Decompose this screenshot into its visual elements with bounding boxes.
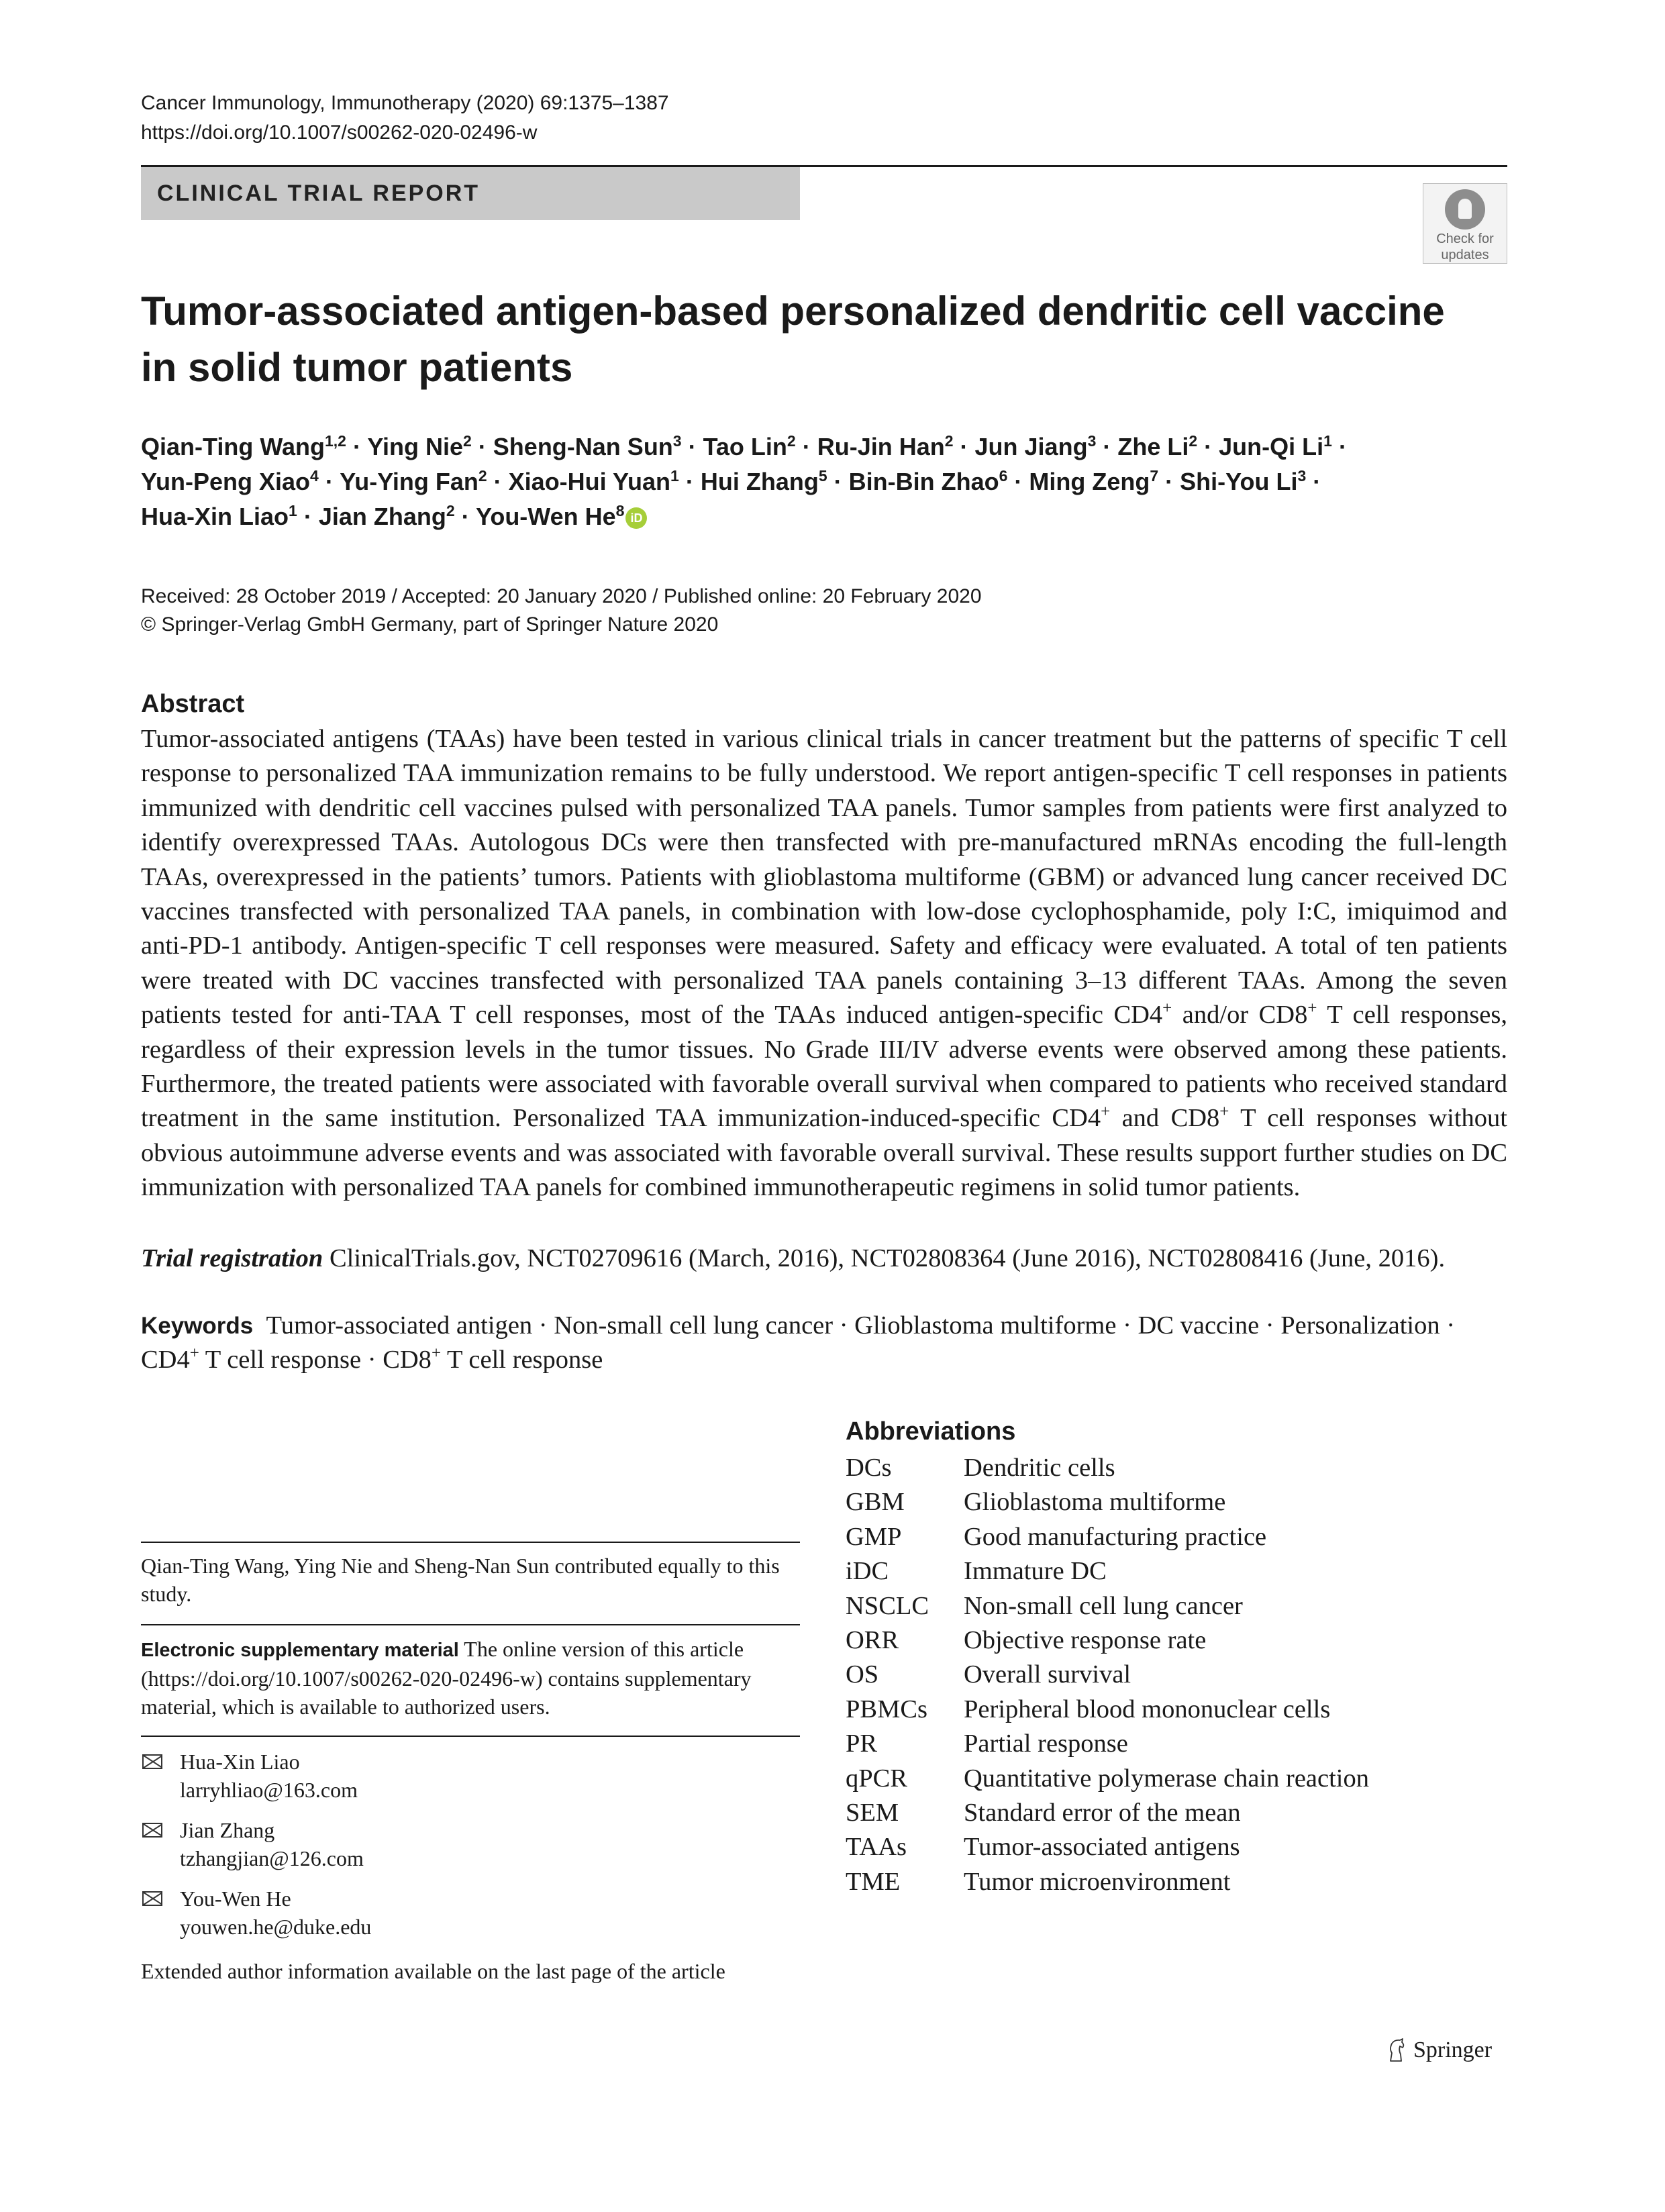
author-separator: · <box>471 433 493 460</box>
abbreviation-term: PBMCs <box>846 1695 927 1723</box>
keywords-text-3: T cell response <box>441 1346 603 1374</box>
author-name-text: Shi-You Li <box>1180 468 1298 495</box>
author-name-text: Zhe Li <box>1117 433 1189 460</box>
author-name <box>1029 468 1158 495</box>
author-name-text: Qian-Ting Wang <box>141 433 325 460</box>
author-name-text: Sheng-Nan Sun <box>493 433 673 460</box>
author-separator: · <box>487 468 509 495</box>
author-affiliation: 1 <box>670 467 679 485</box>
dates-line: Received: 28 October 2019 / Accepted: 20 January 2020 / Published online: 20 February 2020 <box>141 585 982 607</box>
check-updates-icon <box>1445 189 1485 230</box>
abbreviations-list <box>846 1451 1517 1899</box>
abbreviation-definition: Overall survival <box>964 1660 1131 1689</box>
superscript-plus: + <box>189 1344 199 1363</box>
copyright-line: © Springer-Verlag GmbH Germany, part of Springer Nature 2020 <box>141 613 719 636</box>
author-name-text: Jun-Qi Li <box>1219 433 1324 460</box>
contact-name: Hua-Xin Liao <box>180 1750 300 1774</box>
author-separator: · <box>454 503 476 530</box>
author-separator: · <box>795 433 817 460</box>
abbreviation-term: PR <box>846 1729 878 1758</box>
author-name-text: Jun Jiang <box>974 433 1088 460</box>
trial-registration <box>141 1242 1507 1276</box>
author-separator: · <box>1158 468 1180 495</box>
abbreviation-term: GBM <box>846 1488 905 1517</box>
corresponding-authors <box>141 1748 799 1953</box>
abbreviation-term: SEM <box>846 1799 899 1827</box>
abbreviation-definition: Objective response rate <box>964 1626 1207 1655</box>
abbreviation-definition: Dendritic cells <box>964 1454 1115 1482</box>
abbreviation-definition: Tumor-associated antigens <box>964 1833 1240 1862</box>
abbreviation-row <box>846 1554 1517 1589</box>
abbreviation-row <box>846 1693 1517 1727</box>
author-list <box>141 430 1507 534</box>
author-name <box>817 433 954 460</box>
abbreviation-term: NSCLC <box>846 1591 929 1620</box>
contact-email[interactable]: youwen.he@duke.edu <box>180 1915 372 1939</box>
author-separator: · <box>1007 468 1029 495</box>
author-separator: · <box>1096 433 1118 460</box>
check-updates-line2: updates <box>1441 248 1489 262</box>
contact-email[interactable]: larryhliao@163.com <box>180 1778 358 1802</box>
trial-registration-label: Trial registration <box>141 1244 323 1272</box>
abbreviation-row <box>846 1865 1517 1899</box>
author-affiliation: 2 <box>478 467 487 485</box>
abbreviations-heading: Abbreviations <box>846 1417 1016 1446</box>
author-name <box>701 468 827 495</box>
abbreviation-definition: Peripheral blood mononuclear cells <box>964 1695 1331 1723</box>
author-separator: · <box>827 468 849 495</box>
abstract-text-4: and CD8 <box>1110 1104 1220 1133</box>
author-separator: · <box>1197 433 1219 460</box>
superscript-plus: + <box>1101 1103 1111 1121</box>
superscript-plus: + <box>1162 999 1172 1018</box>
abbreviation-term: GMP <box>846 1522 902 1551</box>
esm-text-before: The online version of this article ( <box>141 1637 744 1691</box>
author-name-text: Tao Lin <box>703 433 787 460</box>
author-separator: · <box>318 468 340 495</box>
author-separator: · <box>346 433 368 460</box>
abbreviation-term: DCs <box>846 1454 892 1482</box>
abbreviation-term: TAAs <box>846 1833 907 1862</box>
author-affiliation: 2 <box>446 502 455 519</box>
abbreviation-row <box>846 1830 1517 1864</box>
author-affiliation: 2 <box>1189 432 1198 450</box>
author-name-text: Hui Zhang <box>700 468 819 495</box>
author-separator: · <box>953 433 975 460</box>
author-name <box>493 433 682 460</box>
author-separator: · <box>297 503 319 530</box>
abbreviation-definition: Non-small cell lung cancer <box>964 1591 1243 1620</box>
publisher-name: Springer <box>1413 2038 1493 2062</box>
abbreviation-definition: Immature DC <box>964 1557 1107 1586</box>
supplementary-material-note <box>141 1635 799 1721</box>
author-affiliation: 6 <box>999 467 1008 485</box>
abstract-body <box>141 722 1507 1205</box>
abbreviation-row <box>846 1485 1517 1519</box>
abstract-text-5: T cell responses without obvious autoimmune adverse events and was associated with favorable overall survival. These results support further studies on DC immunization with personalized TAA panels for combined immunotherapeutic regimens in solid tumor patients. <box>141 1104 1507 1202</box>
superscript-plus: + <box>1307 999 1317 1018</box>
esm-label: Electronic supplementary material <box>141 1640 459 1661</box>
doi-line[interactable]: https://doi.org/10.1007/s00262-020-02496-w <box>141 121 538 144</box>
author-name-text: You-Wen He <box>475 503 616 530</box>
author-separator: · <box>678 468 701 495</box>
esm-text-after: ) contains supplementary material, which is available to authorized users. <box>141 1666 752 1719</box>
author-affiliation: 8 <box>615 502 625 519</box>
superscript-plus: + <box>1219 1103 1229 1121</box>
extended-author-info: Extended author information available on the last page of the article <box>141 1959 725 1983</box>
abbreviation-term: qPCR <box>846 1764 908 1793</box>
keywords-text-1: Tumor-associated antigen · Non-small cell lung cancer · Glioblastoma multiforme · DC vaccine · Personalization · CD4 <box>141 1311 1456 1374</box>
keywords <box>141 1309 1507 1377</box>
contact-name: You-Wen He <box>180 1887 291 1911</box>
article-title: Tumor-associated antigen-based personalized dendritic cell vaccine in solid tumor patients <box>141 289 1445 390</box>
author-name <box>1219 433 1332 460</box>
abbreviation-row <box>846 1589 1517 1623</box>
author-affiliation: 3 <box>1087 432 1097 450</box>
author-name-text: Ying Nie <box>367 433 463 460</box>
check-for-updates-badge[interactable] <box>1423 183 1507 264</box>
journal-citation <box>141 89 669 148</box>
author-affiliation: 1 <box>1323 432 1332 450</box>
author-separator: · <box>1331 433 1347 460</box>
abbreviation-row <box>846 1451 1517 1485</box>
superscript-plus: + <box>431 1344 442 1363</box>
author-name <box>141 503 297 530</box>
contact-email[interactable]: tzhangjian@126.com <box>180 1846 364 1870</box>
abbreviation-term: OS <box>846 1660 879 1689</box>
author-name <box>975 433 1097 460</box>
keywords-text-2: T cell response · CD8 <box>199 1346 432 1374</box>
abbreviation-definition: Good manufacturing practice <box>964 1522 1267 1551</box>
trial-registration-text: ClinicalTrials.gov, NCT02709616 (March, 2016), NCT02808364 (June 2016), NCT02808416 (June, 2016). <box>323 1244 1446 1272</box>
author-name-text: Hua-Xin Liao <box>141 503 289 530</box>
author-affiliation: 4 <box>310 467 319 485</box>
abstract-heading: Abstract <box>141 690 245 718</box>
publisher-logo <box>1386 2035 1492 2065</box>
abbreviation-definition: Tumor microenvironment <box>964 1867 1231 1896</box>
abstract-text-3: T cell responses, regardless of their expression levels in the tumor tissues. No Grade III/IV adverse events were observed among these patients. Furthermore, the treated patients were associated with favorable overall survival when compared to patients who received standard treatment in the same institution. Personalized TAA immunization-induced-specific CD4 <box>141 1001 1507 1133</box>
abbreviation-definition: Quantitative polymerase chain reaction <box>964 1764 1369 1793</box>
author-affiliation: 2 <box>787 432 796 450</box>
author-affiliation: 7 <box>1150 467 1159 485</box>
author-separator: · <box>1306 468 1321 495</box>
author-name <box>141 468 319 495</box>
author-name <box>476 503 624 530</box>
keywords-label: Keywords <box>141 1313 254 1339</box>
contact-entry <box>141 1816 799 1872</box>
abbreviation-row <box>846 1796 1517 1830</box>
author-affiliation: 5 <box>818 467 827 485</box>
author-name <box>849 468 1008 495</box>
abbreviation-definition: Glioblastoma multiforme <box>964 1488 1226 1517</box>
author-affiliation: 2 <box>944 432 954 450</box>
author-name-text: Yu-Ying Fan <box>340 468 478 495</box>
author-name-text: Xiao-Hui Yuan <box>508 468 671 495</box>
check-updates-line1: Check for <box>1436 232 1494 246</box>
journal-line: Cancer Immunology, Immunotherapy (2020) 69:1375–1387 <box>141 92 669 114</box>
contact-entry <box>141 1748 799 1804</box>
abbreviation-term: ORR <box>846 1626 899 1655</box>
author-name-text: Jian Zhang <box>318 503 446 530</box>
esm-link[interactable]: https://doi.org/10.1007/s00262-020-02496-w <box>148 1666 536 1691</box>
author-name <box>319 503 455 530</box>
abbreviation-row <box>846 1623 1517 1658</box>
author-affiliation: 1 <box>289 502 297 519</box>
envelope-icon <box>142 1823 162 1838</box>
orcid-icon[interactable]: iD <box>625 507 647 529</box>
publication-dates <box>141 583 982 639</box>
article-category: CLINICAL TRIAL REPORT <box>141 167 800 220</box>
abbreviation-definition: Standard error of the mean <box>964 1799 1241 1827</box>
contact-name: Jian Zhang <box>180 1818 275 1842</box>
abbreviation-row <box>846 1658 1517 1692</box>
author-affiliation: 3 <box>672 432 682 450</box>
contact-entry <box>141 1884 799 1941</box>
author-name <box>340 468 487 495</box>
springer-horse-icon <box>1386 2038 1405 2062</box>
abstract-text-1: Tumor-associated antigens (TAAs) have been tested in various clinical trials in cancer treatment but the patterns of specific T cell response to personalized TAA immunization remains to be fully understood. We report antigen-specific T cell responses in patients immunized with dendritic cell vaccines pulsed with personalized TAA panels. Tumor samples from patients were first analyzed to identify overexpressed TAAs. Autologous DCs were then transfected with pre-manufactured mRNAs encoding the full-length TAAs, overexpressed in the patients’ tumors. Patients with glioblastoma multiforme (GBM) or advanced lung cancer received DC vaccines transfected with personalized TAA panels, in combination with low-dose cyclophosphamide, poly I:C, imiquimod and anti-PD-1 antibody. Antigen-specific T cell responses were measured. Safety and efficacy were evaluated. A total of ten patients were treated with DC vaccines transfected with personalized TAA panels containing 3–13 different TAAs. Among the seven patients tested for anti-TAA T cell responses, most of the TAAs induced antigen-specific CD4 <box>141 725 1507 1029</box>
abbreviation-term: TME <box>846 1867 901 1896</box>
equal-contribution-note: Qian-Ting Wang, Ying Nie and Sheng-Nan Sun contributed equally to this study. <box>141 1554 780 1606</box>
abbreviation-definition: Partial response <box>964 1729 1128 1758</box>
author-name-text: Yun-Peng Xiao <box>141 468 311 495</box>
abstract-text-2: and/or CD8 <box>1172 1001 1308 1029</box>
footnote-rule <box>141 1736 800 1737</box>
footnote-rule <box>141 1624 800 1625</box>
author-separator: · <box>681 433 703 460</box>
author-name <box>1180 468 1306 495</box>
abbreviation-row <box>846 1762 1517 1796</box>
envelope-icon <box>142 1754 162 1769</box>
author-name-text: Ru-Jin Han <box>817 433 945 460</box>
abbreviation-row <box>846 1727 1517 1761</box>
author-name <box>141 433 346 460</box>
author-affiliation: 1,2 <box>324 432 346 450</box>
envelope-icon <box>142 1891 162 1906</box>
author-name <box>703 433 796 460</box>
author-affiliation: 2 <box>463 432 472 450</box>
footnote-rule <box>141 1542 800 1543</box>
abbreviation-term: iDC <box>846 1557 889 1586</box>
abbreviation-row <box>846 1520 1517 1554</box>
author-name <box>509 468 679 495</box>
author-name-text: Bin-Bin Zhao <box>848 468 999 495</box>
author-name <box>1117 433 1197 460</box>
author-affiliation: 3 <box>1297 467 1307 485</box>
author-name-text: Ming Zeng <box>1029 468 1150 495</box>
author-name <box>367 433 471 460</box>
